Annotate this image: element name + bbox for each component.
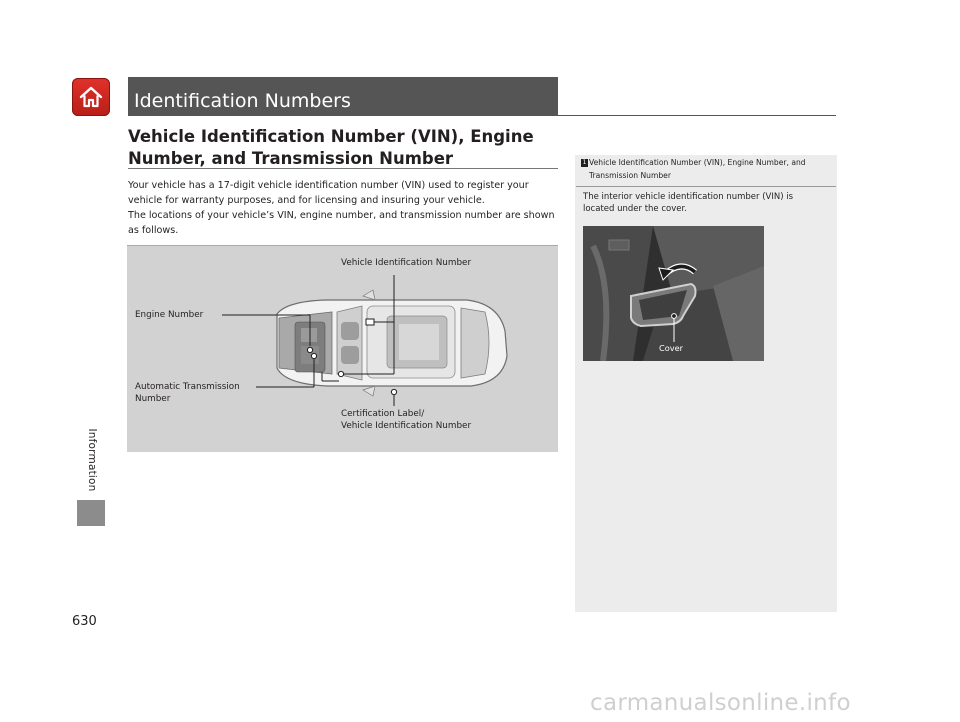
cover-label: Cover: [659, 343, 683, 353]
note-divider: [576, 186, 836, 187]
home-button[interactable]: [72, 78, 110, 116]
note-panel: [575, 155, 837, 612]
page-number: 630: [72, 614, 97, 629]
interior-vin-photo: [583, 226, 764, 361]
locations-paragraph: The locations of your vehicle’s VIN, engine number, and transmission number are shown as follows.: [128, 210, 555, 236]
note-body: The interior vehicle identification number (VIN) is located under the cover.: [583, 192, 794, 214]
note-heading: [581, 156, 831, 182]
title-divider: [128, 115, 836, 116]
page-title: Identification Numbers: [134, 90, 351, 112]
section-side-label: Information: [86, 428, 98, 492]
label-cert-line2: Vehicle Identification Number: [341, 421, 472, 431]
note-heading-line2: Transmission Number: [589, 171, 671, 180]
section-divider: [128, 168, 558, 169]
label-cert-line1: Certification Label/: [341, 409, 425, 419]
car-icon: [277, 290, 507, 396]
section-heading: Vehicle Identification Number (VIN), Engine Number, and Transmission Number: [128, 127, 534, 168]
label-vin-top: Vehicle Identification Number: [341, 258, 472, 268]
label-transmission-line2: Number: [135, 394, 171, 404]
watermark: carmanualsonline.info: [590, 690, 851, 716]
label-transmission-line1: Automatic Transmission: [135, 382, 240, 392]
note-marker: 1: [582, 159, 587, 166]
home-icon: [78, 84, 104, 110]
vin-cover-photo: [583, 226, 764, 361]
note-heading-line1: Vehicle Identification Number (VIN), Engine Number, and: [589, 158, 806, 167]
vin-location-figure: [127, 245, 558, 452]
section-side-tab[interactable]: [77, 500, 105, 526]
intro-paragraph: Your vehicle has a 17-digit vehicle identification number (VIN) used to register your vehicle for warranty purposes, and for licensing and insuring your vehicle.: [128, 180, 529, 206]
label-engine-number: Engine Number: [135, 310, 204, 320]
